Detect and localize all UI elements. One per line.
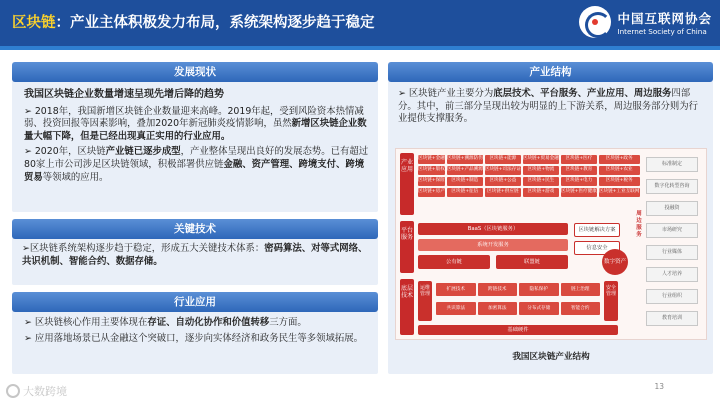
solution-box: 区块链解决方案 [574,223,620,237]
application-cell: 区块链+农业 [599,166,640,175]
development-paragraph-2: ➢ 2020年，区块链产业链已逐步成型，产业整体呈现出良好的发展态势。已有超过80家上市公司涉足区块链领域，积极部署供应链金融、资产管理、跨境支付、跨境贸易等领域的应用。 [24,146,369,183]
application-cell: 区块链+房产 [418,188,445,197]
baas-box: BaaS（区块链服务） [418,223,568,235]
tier-label-application: 产业应用 [400,153,414,215]
application-cell: 区块链+司法存证 [485,166,521,175]
tech-text: ➢区块链系统架构逐步趋于稳定，形成五大关键技术体系：密码算法、对等式网络、共识机制、智能合约、数据存储。 [22,243,368,267]
technology-cell: 分布式存储 [519,302,559,315]
dev-service-box: 系统开发服务 [418,239,568,251]
structure-text: ➢ 区块链产业主要分为底层技术、平台服务、产业应用、周边服务四部分。其中，前三部分呈现出较为明显的上下游关系，周边服务部分则为行业提供支撑服务。 [398,88,699,125]
application-cell: 区块链+版权 [418,166,445,175]
development-paragraph-1: ➢ 2018年，我国新增区块链企业数量迎来高峰。2019年起，受到风险资本热情减弱、投资回报等因素影响，叠加2020年新冠肺炎疫情影响，虽然新增区块链企业数量大幅下降，但是已经出现真正实用的行业应用。 [24,105,367,142]
watermark: 大数跨境 [6,383,67,399]
structure-heading: 产业结构 [388,62,713,82]
application-cell: 区块链+医疗 [561,155,597,164]
technology-cell: 加密算法 [478,302,518,315]
application-cell: 区块链+供应链 [485,188,521,197]
application-cell: 区块链+税务 [599,177,640,186]
application-cell: 区块链+物流 [523,166,559,175]
application-cell: 区块链+工业互联网 [599,188,640,197]
logo-cn-text: 中国互联网协会 [617,10,712,26]
info-security-box: 信息安全 [574,241,620,255]
application-cell: 区块链+医疗健康 [561,188,597,197]
peripheral-service-item: 教育培训 [646,311,698,326]
technology-grid [436,283,600,315]
isc-logo [579,6,712,38]
consortium-chain-box: 联盟链 [496,255,568,269]
development-subhead: 我国区块链企业数量增速呈现先增后降的趋势 [24,89,224,100]
technology-cell: 扩展技术 [436,283,476,296]
digital-asset-circle: 数字资产 [602,249,628,275]
application-cell: 区块链+溯源防伪 [447,155,483,164]
application-cell: 区块链+政务 [599,155,640,164]
tier-label-technology: 底层技术 [400,279,414,335]
application-cell: 区块链+民生 [523,177,559,186]
infra-hardware-box: 基础硬件 [418,325,618,335]
peripheral-service-item: 数字化转型咨询 [646,179,698,194]
application-cell: 区块链+制造 [447,177,483,186]
title-highlight: 区块链 [12,15,56,31]
application-cell: 区块链+保险 [418,177,445,186]
watermark-logo-icon [6,384,20,398]
application-cell: 区块链+教育 [561,166,597,175]
industry-app-heading: 行业应用 [12,292,378,312]
industry-app-paragraph-1: ➢ 区块链核心作用主要体现在存证、自动化协作和价值转移三方面。 [24,317,307,328]
application-cell: 区块链+产品溯源 [447,166,483,175]
isc-logo-icon [579,6,611,38]
application-cell: 区块链+公益 [485,177,521,186]
logo-en-text: Internet Society of China [617,26,707,36]
application-cell: 区块链+电力 [561,177,597,186]
peripheral-service-item: 标准制定 [646,157,698,172]
industry-structure-diagram [395,148,707,340]
peripheral-service-item: 市场研究 [646,223,698,238]
application-cell: 区块链+金融 [418,155,445,164]
industry-app-text [24,317,370,348]
security-management-box: 安全管理 [604,281,618,321]
technology-cell: 隐私保护 [519,283,559,296]
industry-app-paragraph-2: ➢ 应用落地场景已从金融这个突破口，逐步向实体经济和政务民生等多领域拓展。 [24,332,363,344]
technology-cell: 跨链技术 [478,283,518,296]
peripheral-service-item: 行业组织 [646,289,698,304]
title-rest: ：产业主体积极发力布局，系统架构逐步趋于稳定 [55,15,375,31]
page-title [12,11,375,32]
technology-cell: 链上治理 [561,283,601,296]
tier-label-platform: 平台服务 [400,221,414,273]
application-grid [418,155,640,197]
development-text [24,89,370,187]
peripheral-services-title: 周边服务 [636,211,642,238]
application-cell: 区块链+征信 [447,188,483,197]
technology-cell: 智能合约 [561,302,601,315]
peripheral-service-item: 投融资 [646,201,698,216]
technology-cell: 共识算法 [436,302,476,315]
application-cell: 区块链+游戏 [523,188,559,197]
title-bar [0,0,720,46]
page-number: 13 [654,382,664,391]
tech-heading: 关键技术 [12,219,378,239]
peripheral-service-item: 行业媒体 [646,245,698,260]
application-cell: 区块链+能源 [485,155,521,164]
ops-management-box: 运维管理 [418,281,432,321]
development-heading: 发展现状 [12,62,378,82]
application-cell: 区块链+贸易金融 [523,155,559,164]
header-stripe [0,46,720,50]
diagram-caption: 我国区块链产业结构 [512,352,590,362]
peripheral-service-item: 人才培养 [646,267,698,282]
public-chain-box: 公有链 [418,255,490,269]
